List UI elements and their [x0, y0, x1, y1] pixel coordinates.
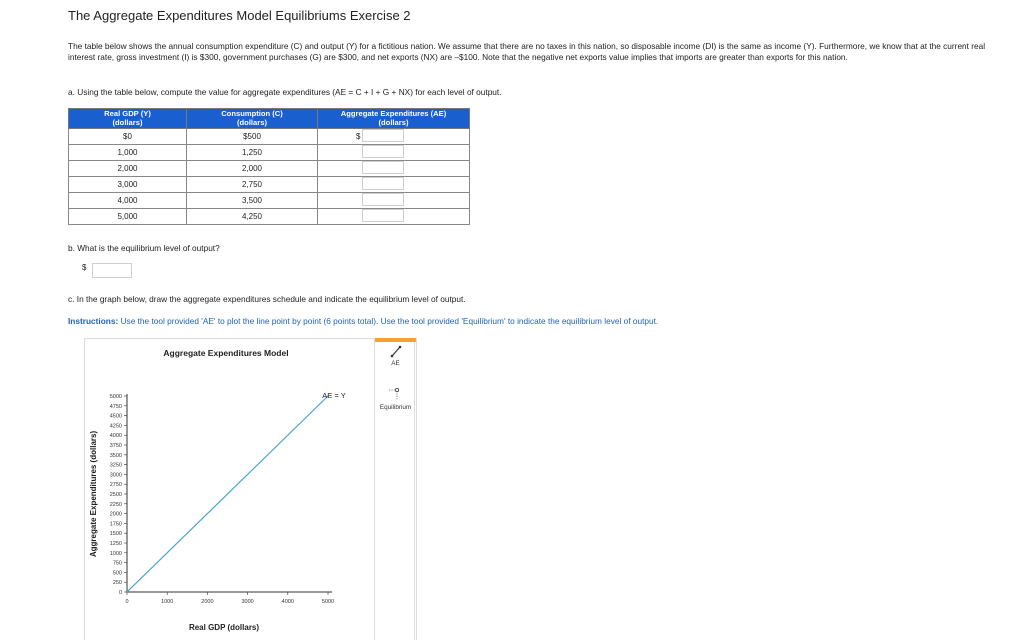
ae-input[interactable]: [362, 161, 404, 174]
instructions-label: Instructions:: [68, 316, 119, 326]
tool-panel: [374, 338, 417, 640]
page-title: The Aggregate Expenditures Model Equilibriums Exercise 2: [68, 8, 411, 23]
consumption-cell: 1,250: [187, 145, 318, 161]
table-row: [69, 161, 470, 177]
ae-input[interactable]: [362, 129, 404, 142]
instructions: [68, 316, 658, 326]
ae-cell: [318, 177, 470, 193]
y-tick-label: 0: [118, 590, 122, 596]
gdp-cell: 5,000: [69, 209, 187, 225]
header-consumption: Consumption (C) (dollars): [187, 109, 318, 129]
ae-tool-label: AE: [391, 360, 400, 367]
intro-text: The table below shows the annual consumption expenditure (C) and output (Y) for a fictitious nation. We assume that there are no taxes in this nation, so disposable income (DI) is the same as income (Y). Furthermore, we know that at the current real interest rate, gross investment (I) is $300, government purchases (G) are $300, and net exports (NX) are –$100. Note that the negative net exports value implies that imports are greater than exports for this nation.: [68, 41, 986, 62]
ae-cell: [318, 145, 470, 161]
table-header-row: [69, 109, 470, 129]
consumption-cell: 3,500: [187, 193, 318, 209]
instructions-text: Use the tool provided 'AE' to plot the line point by point (6 points total). Use the tool provided 'Equilibrium' to indicate the equilibrium level of output.: [120, 316, 659, 326]
consumption-cell: $500: [187, 129, 318, 145]
table-row: [69, 145, 470, 161]
data-table: [68, 108, 470, 225]
y-tick-label: 3500: [109, 452, 122, 459]
tool-panel-accent: [375, 338, 416, 342]
y-tick-label: 4750: [109, 403, 122, 410]
y-tick-label: 2500: [109, 492, 122, 498]
y-tick-label: 2250: [109, 501, 122, 508]
y-tick-label: 1250: [109, 541, 122, 547]
ae-cell: [318, 193, 470, 209]
x-tick-label: 0: [125, 599, 129, 605]
x-tick-label: 1000: [161, 599, 174, 605]
currency-symbol: $: [356, 132, 361, 141]
y-tick-label: 4000: [109, 433, 122, 440]
y-tick-label: 1500: [109, 531, 122, 538]
ae-input[interactable]: [362, 145, 404, 158]
table-row: [69, 193, 470, 209]
table-row: [69, 177, 470, 193]
x-tick-label: 3000: [241, 599, 254, 605]
y-tick-label: 3000: [109, 472, 122, 479]
chart-y-axis-label: Aggregate Expenditures (dollars): [89, 430, 98, 558]
x-tick-label: 2000: [201, 599, 214, 605]
ae-input[interactable]: [362, 209, 404, 222]
y-tick-label: 2000: [109, 511, 122, 518]
equilibrium-input[interactable]: [92, 263, 132, 278]
question-c: c. In the graph below, draw the aggregate expenditures schedule and indicate the equilibrium level of output.: [68, 294, 466, 304]
ae-tool[interactable]: [375, 344, 416, 367]
y-tick-label: 1000: [109, 550, 122, 557]
ae-chart[interactable]: [84, 338, 374, 640]
equilibrium-tool[interactable]: [375, 386, 416, 411]
y-tick-label: 4250: [109, 423, 122, 430]
ae-cell: [318, 161, 470, 177]
gdp-cell: 2,000: [69, 161, 187, 177]
consumption-cell: 4,250: [187, 209, 318, 225]
y-tick-label: 4500: [109, 413, 122, 420]
y-tick-label: 5000: [109, 394, 122, 400]
equilibrium-marker-icon: [388, 386, 404, 402]
x-tick-label: 4000: [281, 599, 294, 605]
y-tick-label: 3750: [109, 443, 122, 449]
consumption-cell: 2,000: [187, 161, 318, 177]
table-row: [69, 209, 470, 225]
ae-input[interactable]: [362, 177, 404, 190]
y-tick-label: 1750: [109, 521, 122, 528]
chart-title: Aggregate Expenditures Model: [163, 348, 289, 358]
y-tick-label: 500: [112, 570, 122, 577]
y-tick-label: 2750: [109, 482, 122, 489]
series-label: AE = Y: [322, 391, 346, 400]
ae-cell: [318, 129, 470, 145]
y-tick-label: 250: [112, 580, 122, 587]
gdp-cell: 1,000: [69, 145, 187, 161]
gdp-cell: 4,000: [69, 193, 187, 209]
consumption-cell: 2,750: [187, 177, 318, 193]
ae-cell: [318, 209, 470, 225]
table-row: [69, 129, 470, 145]
gdp-cell: 3,000: [69, 177, 187, 193]
equilibrium-currency-symbol: $: [82, 263, 87, 272]
ae-equals-y-line: [127, 396, 328, 592]
equilibrium-tool-label: Equilibrium: [379, 404, 412, 411]
question-b: b. What is the equilibrium level of output?: [68, 243, 220, 253]
y-tick-label: 3250: [109, 462, 122, 469]
header-ae: Aggregate Expenditures (AE) (dollars): [318, 109, 470, 129]
pencil-line-icon: [390, 344, 402, 358]
y-tick-label: 750: [112, 560, 122, 567]
question-a: a. Using the table below, compute the value for aggregate expenditures (AE = C + I + G + NX) for each level of output.: [68, 87, 502, 97]
ae-input[interactable]: [362, 193, 404, 206]
chart-x-axis-label: Real GDP (dollars): [188, 623, 260, 632]
header-gdp: Real GDP (Y) (dollars): [69, 109, 187, 129]
gdp-cell: $0: [69, 129, 187, 145]
x-tick-label: 5000: [321, 599, 335, 605]
